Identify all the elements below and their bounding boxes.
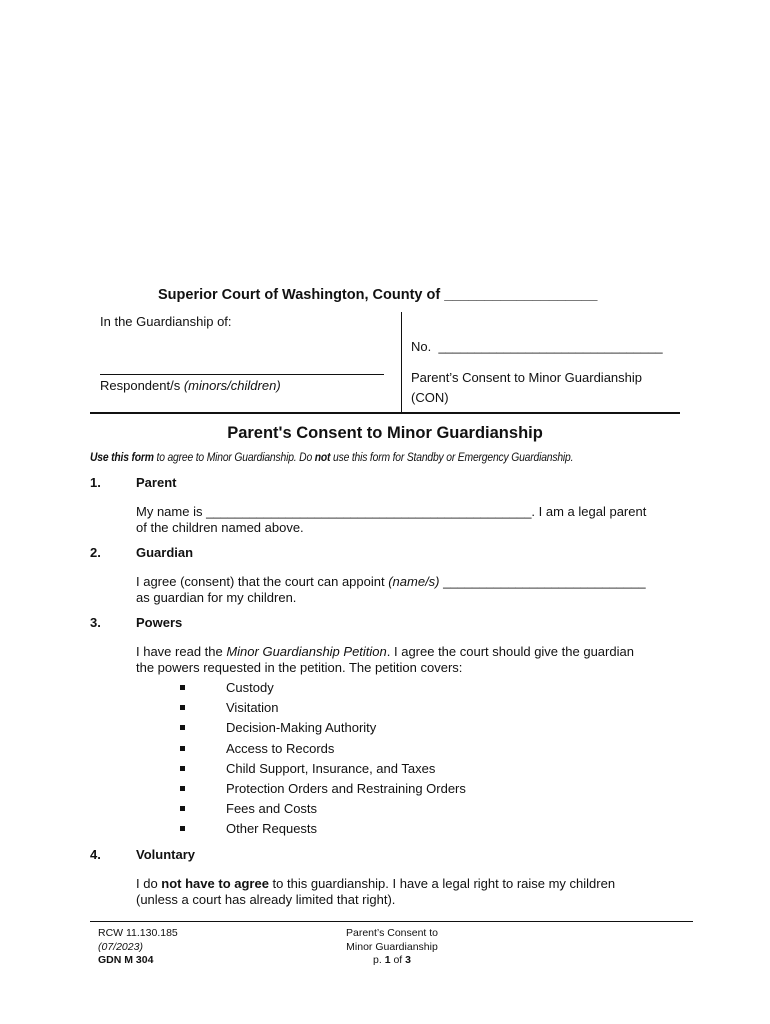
bullet-square-icon	[180, 766, 185, 771]
bullet-square-icon	[180, 705, 185, 710]
power-item-label: Visitation	[226, 700, 279, 716]
list-item	[180, 761, 466, 781]
section-2-heading: Guardian	[136, 545, 194, 560]
section-2-line-2: as guardian for my children.	[136, 590, 297, 605]
section-2-text-post: ____________________________	[439, 574, 646, 589]
footer-left	[98, 927, 178, 968]
section-4-text-bold: not have to agree	[161, 876, 269, 891]
section-4-text	[136, 876, 681, 908]
list-item	[180, 741, 466, 761]
instruction-part-4: use this form for Standby or Emergency Guardianship.	[330, 452, 574, 464]
section-2-text-italic: (name/s)	[388, 574, 440, 589]
footer-center	[292, 927, 492, 968]
power-item-label: Protection Orders and Restraining Orders	[226, 780, 466, 796]
section-3-text-italic: Minor Guardianship Petition	[226, 644, 387, 659]
guardian-name-field[interactable]	[136, 574, 681, 590]
case-caption	[90, 312, 680, 414]
section-2-text	[136, 574, 681, 606]
bullet-square-icon	[180, 685, 185, 690]
instruction-part-2: to agree to Minor Guardianship. Do	[153, 452, 315, 464]
bullet-square-icon	[180, 786, 185, 791]
page-prefix: p.	[373, 954, 385, 966]
section-1-text	[136, 504, 681, 536]
power-item-label: Access to Records	[226, 740, 335, 756]
page-current: 1	[384, 954, 391, 966]
list-item	[180, 801, 466, 821]
parent-name-field[interactable]: My name is _____________________________________________. I am a legal parent	[136, 504, 647, 519]
bullet-square-icon	[180, 806, 185, 811]
footer-date: (07/2023)	[98, 940, 143, 953]
bullet-square-icon	[180, 746, 185, 751]
section-4-line-2: (unless a court has already limited that right).	[136, 892, 396, 907]
respondent-label	[100, 378, 281, 393]
case-number-field[interactable]: No. _______________________________	[411, 339, 663, 354]
power-item-label: Fees and Costs	[226, 801, 318, 817]
list-item	[180, 781, 466, 801]
section-4-number: 4.	[90, 847, 101, 862]
document-title: Parent's Consent to Minor Guardianship	[227, 424, 543, 442]
guardianship-of-label: In the Guardianship of:	[100, 314, 232, 329]
court-title: Superior Court of Washington, County of ___________________	[158, 287, 598, 303]
respondent-name-line[interactable]	[100, 374, 384, 375]
section-4-text-pre: I do	[136, 876, 162, 891]
footer-form-code: GDN M 304	[98, 954, 154, 966]
instruction-part-1: Use this form	[90, 452, 154, 464]
section-1-number: 1.	[90, 475, 101, 490]
form-instruction	[90, 452, 573, 464]
footer-divider	[90, 921, 693, 922]
list-item	[180, 720, 466, 740]
powers-list	[180, 680, 466, 842]
caption-divider	[401, 312, 402, 412]
page-total: 3	[405, 954, 411, 966]
respondent-label-text: Respondent/s	[100, 378, 184, 393]
list-item	[180, 700, 466, 720]
footer-statute: RCW 11.130.185	[98, 927, 178, 939]
section-3-text-pre: I have read the	[136, 644, 227, 659]
page-of: of	[390, 954, 406, 966]
list-item	[180, 821, 466, 841]
section-3-text-post: . I agree the court should give the guardian	[386, 644, 634, 659]
section-1-heading: Parent	[136, 475, 177, 490]
section-3-text	[136, 644, 681, 676]
power-item-label: Custody	[226, 680, 274, 695]
instruction-part-3: not	[314, 452, 331, 464]
section-4-heading: Voluntary	[136, 847, 195, 862]
section-3-number: 3.	[90, 615, 101, 630]
bullet-square-icon	[180, 725, 185, 730]
power-item-label: Other Requests	[226, 821, 318, 837]
respondent-label-note: (minors/children)	[183, 378, 281, 393]
footer-page-number	[292, 954, 492, 968]
power-item-label: Decision-Making Authority	[226, 720, 377, 736]
section-4-text-post: to this guardianship. I have a legal right to raise my children	[268, 876, 616, 891]
section-3-heading: Powers	[136, 615, 183, 630]
section-1-line-2: of the children named above.	[136, 520, 304, 535]
caption-form-title: Parent’s Consent to Minor Guardianship (CON)	[411, 370, 642, 405]
section-2-text-pre: I agree (consent) that the court can appoint	[136, 574, 389, 589]
bullet-square-icon	[180, 826, 185, 831]
power-item-label: Child Support, Insurance, and Taxes	[226, 760, 436, 776]
footer-title-line-2: Minor Guardianship	[346, 940, 438, 953]
section-3-line-2: the powers requested in the petition. The petition covers:	[136, 660, 463, 675]
list-item	[180, 680, 466, 700]
section-2-number: 2.	[90, 545, 101, 560]
footer-title-line-1: Parent’s Consent to	[345, 927, 439, 939]
